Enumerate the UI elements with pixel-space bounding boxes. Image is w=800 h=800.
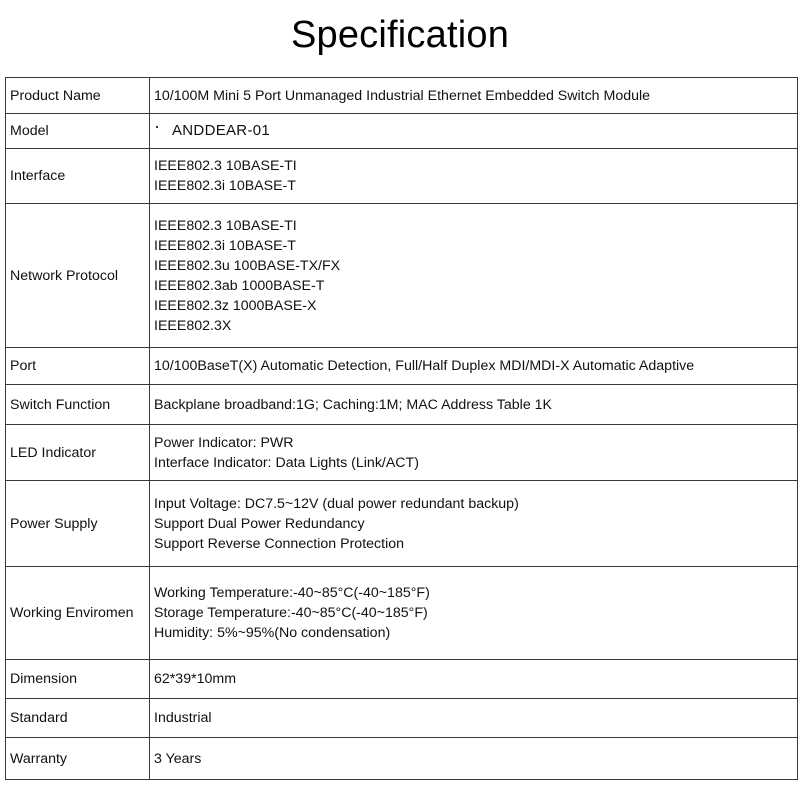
table-row	[6, 481, 798, 567]
value-line: IEEE802.3u 100BASE-TX/FX	[154, 257, 341, 274]
bullet-dot	[156, 126, 158, 128]
row-label: Interface	[6, 149, 150, 204]
row-value	[150, 385, 798, 425]
value-line: 10/100M Mini 5 Port Unmanaged Industrial Ethernet Embedded Switch Module	[154, 87, 651, 104]
value-line: IEEE802.3z 1000BASE-X	[154, 297, 317, 314]
specification-table	[5, 77, 798, 780]
row-label: Port	[6, 348, 150, 385]
row-value	[150, 738, 798, 780]
row-label: Model	[6, 114, 150, 149]
table-row	[6, 660, 798, 699]
value-line: Support Reverse Connection Protection	[154, 535, 404, 552]
row-value	[150, 699, 798, 738]
table-row	[6, 425, 798, 481]
row-value	[150, 78, 798, 114]
row-value	[150, 149, 798, 204]
row-label: Product Name	[6, 78, 150, 114]
table-row	[6, 78, 798, 114]
value-line: Storage Temperature:-40~85°C(-40~185°F)	[154, 605, 428, 621]
model-value: ANDDEAR-01	[172, 122, 271, 139]
value-line: Interface Indicator: Data Lights (Link/ACT)	[154, 454, 419, 471]
value-line: IEEE802.3 10BASE-TI	[154, 158, 297, 174]
table-row	[6, 149, 798, 204]
row-label: Dimension	[6, 660, 150, 699]
value-line: Power Indicator: PWR	[154, 434, 294, 451]
page-title: Specification	[290, 14, 510, 56]
value-line: IEEE802.3ab 1000BASE-T	[154, 277, 325, 294]
row-value	[150, 114, 798, 149]
value-line: 3 Years	[154, 750, 202, 767]
row-value	[150, 567, 798, 660]
value-line: Backplane broadband:1G; Caching:1M; MAC Address Table 1K	[154, 396, 553, 413]
table-row	[6, 567, 798, 660]
table-row	[6, 738, 798, 780]
value-line: IEEE802.3X	[154, 317, 232, 334]
row-value	[150, 425, 798, 481]
value-line: 10/100BaseT(X) Automatic Detection, Full/Half Duplex MDI/MDI-X Automatic Adaptive	[154, 358, 695, 374]
row-label: LED Indicator	[6, 425, 150, 481]
table-row	[6, 348, 798, 385]
value-line: IEEE802.3i 10BASE-T	[154, 178, 296, 194]
value-line: Industrial	[154, 710, 212, 726]
row-value	[150, 204, 798, 348]
row-label: Warranty	[6, 738, 150, 780]
value-line: Input Voltage: DC7.5~12V (dual power redundant backup)	[154, 495, 519, 512]
value-line: Support Dual Power Redundancy	[154, 515, 365, 532]
table-row	[6, 114, 798, 149]
value-line: Working Temperature:-40~85°C(-40~185°F)	[154, 585, 430, 601]
value-line: 62*39*10mm	[154, 671, 237, 687]
row-label: Working Enviromen	[6, 567, 150, 660]
row-value	[150, 348, 798, 385]
row-value	[150, 481, 798, 567]
row-label: Power Supply	[6, 481, 150, 567]
table-row	[6, 204, 798, 348]
row-label: Network Protocol	[6, 204, 150, 348]
value-line: IEEE802.3 10BASE-TI	[154, 217, 297, 234]
value-line: IEEE802.3i 10BASE-T	[154, 237, 296, 254]
row-label: Standard	[6, 699, 150, 738]
row-value	[150, 660, 798, 699]
value-line: Humidity: 5%~95%(No condensation)	[154, 625, 391, 641]
table-row	[6, 385, 798, 425]
table-row	[6, 699, 798, 738]
row-label: Switch Function	[6, 385, 150, 425]
